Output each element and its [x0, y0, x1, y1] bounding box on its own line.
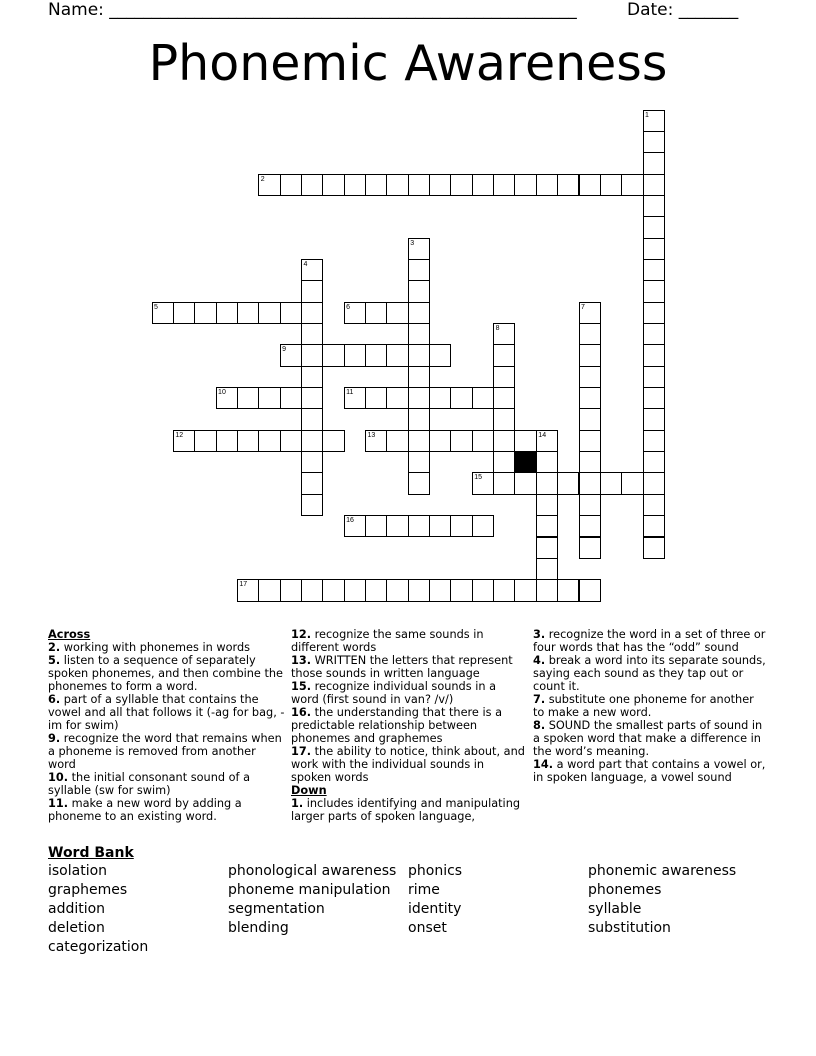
grid-cell[interactable] — [643, 472, 665, 494]
grid-cell[interactable] — [408, 323, 430, 345]
grid-cell[interactable] — [472, 430, 494, 452]
clue-number: 16 — [346, 517, 354, 525]
grid-cell[interactable] — [408, 451, 430, 473]
grid-cell[interactable] — [386, 430, 408, 452]
grid-cell[interactable] — [237, 430, 259, 452]
grid-cell[interactable] — [472, 472, 494, 494]
grid-cell[interactable] — [493, 579, 515, 601]
clue-down-14: 14. a word part that contains a vowel or, in spoken language, a vowel sound — [533, 758, 766, 784]
word-bank-item: identity — [408, 901, 462, 917]
grid-cell[interactable] — [408, 579, 430, 601]
page-title: Phonemic Awareness — [148, 35, 668, 92]
grid-cell[interactable] — [643, 216, 665, 238]
grid-cell[interactable] — [493, 344, 515, 366]
grid-cell[interactable] — [173, 302, 195, 324]
grid-cell[interactable] — [408, 472, 430, 494]
grid-cell[interactable] — [408, 515, 430, 537]
clues-column-3 — [533, 628, 768, 784]
grid-cell[interactable] — [450, 430, 472, 452]
word-bank-item: phonological awareness — [228, 863, 397, 879]
word-bank-item: graphemes — [48, 882, 128, 898]
grid-cell[interactable] — [579, 494, 601, 516]
grid-cell[interactable] — [237, 579, 259, 601]
grid-cell[interactable] — [301, 174, 323, 196]
grid-cell[interactable] — [536, 537, 558, 559]
grid-cell[interactable] — [643, 387, 665, 409]
grid-cell[interactable] — [493, 366, 515, 388]
grid-cell[interactable] — [493, 451, 515, 473]
clue-number: 7 — [581, 303, 585, 311]
grid-cell[interactable] — [536, 558, 558, 580]
clue-number: 8 — [495, 325, 500, 332]
grid-cell[interactable] — [429, 515, 451, 537]
clue-number: 4 — [303, 260, 308, 268]
grid-cell[interactable] — [600, 174, 622, 196]
word-bank-item: isolation — [48, 863, 108, 879]
grid-cell[interactable] — [579, 430, 601, 452]
grid-cell[interactable] — [365, 387, 387, 409]
word-bank-item: categorization — [48, 939, 149, 955]
grid-cell[interactable] — [408, 259, 430, 281]
grid-cell[interactable] — [216, 430, 238, 452]
grid-cell[interactable] — [386, 515, 408, 537]
grid-cell[interactable] — [301, 430, 323, 452]
grid-cell[interactable] — [429, 174, 451, 196]
word-bank-item: phonemic awareness — [588, 863, 737, 879]
grid-cell[interactable] — [301, 451, 323, 473]
grid-cell[interactable] — [408, 238, 430, 260]
grid-cell[interactable] — [493, 323, 515, 345]
grid-cell[interactable] — [450, 515, 472, 537]
grid-cell[interactable] — [173, 430, 195, 452]
word-bank-item: substitution — [588, 920, 671, 936]
down-heading: Down — [291, 784, 327, 797]
grid-cell[interactable] — [643, 110, 665, 132]
grid-cell[interactable] — [621, 472, 643, 494]
word-bank-title: Word Bank — [48, 845, 134, 861]
grid-cell[interactable] — [536, 579, 558, 601]
grid-cell[interactable] — [301, 366, 323, 388]
grid-cell[interactable] — [365, 430, 387, 452]
grid-cell[interactable] — [600, 472, 622, 494]
grid-cell[interactable] — [408, 408, 430, 430]
grid-cell[interactable] — [579, 579, 601, 601]
word-bank-item: addition — [48, 901, 106, 917]
grid-cell[interactable] — [301, 323, 323, 345]
grid-cell[interactable] — [643, 430, 665, 452]
clue-across-17: 17. the ability to notice, think about, and work with the individual sounds in spoken words — [291, 745, 525, 784]
grid-cell[interactable] — [301, 472, 323, 494]
grid-cell[interactable] — [579, 515, 601, 537]
grid-cell[interactable] — [579, 387, 601, 409]
grid-cell[interactable] — [643, 280, 665, 302]
grid-cell[interactable] — [643, 238, 665, 260]
grid-cell[interactable] — [579, 537, 601, 559]
grid-cell[interactable] — [472, 515, 494, 537]
grid-cell[interactable] — [536, 451, 558, 473]
grid-cell[interactable] — [579, 174, 601, 196]
grid-cell[interactable] — [301, 408, 323, 430]
word-bank-item: syllable — [588, 901, 642, 917]
clue-number: 2 — [260, 175, 265, 183]
grid-cell[interactable] — [493, 387, 515, 409]
grid-cell[interactable] — [322, 344, 344, 366]
name-field-label: Name: _______________________________________________________ — [48, 0, 577, 20]
grid-cell[interactable] — [429, 430, 451, 452]
grid-cell[interactable] — [643, 344, 665, 366]
word-bank-item: rime — [408, 882, 440, 898]
word-bank-item: onset — [408, 920, 447, 936]
grid-cell[interactable] — [301, 344, 323, 366]
grid-cell[interactable] — [493, 408, 515, 430]
grid-cell[interactable] — [472, 579, 494, 601]
grid-cell[interactable] — [429, 344, 451, 366]
grid-cell[interactable] — [365, 344, 387, 366]
grid-cell[interactable] — [579, 472, 601, 494]
grid-cell[interactable] — [280, 387, 302, 409]
grid-cell[interactable] — [643, 408, 665, 430]
grid-cell[interactable] — [643, 302, 665, 324]
grid-cell[interactable] — [536, 174, 558, 196]
clue-across-5: 5. listen to a sequence of separately spoken phonemes, and then combine the phonemes to form a word. — [48, 654, 283, 693]
clue-number: 9 — [282, 346, 286, 354]
grid-cell[interactable] — [514, 430, 536, 452]
across-heading: Across — [48, 628, 91, 641]
grid-cell[interactable] — [536, 430, 558, 452]
grid-cell[interactable] — [557, 174, 579, 196]
grid-cell[interactable] — [579, 302, 601, 324]
grid-cell[interactable] — [344, 174, 366, 196]
clue-down-7: 7. substitute one phoneme for another to make a new word. — [533, 693, 754, 719]
grid-cell[interactable] — [322, 579, 344, 601]
grid-cell[interactable] — [643, 323, 665, 345]
grid-cell[interactable] — [216, 302, 238, 324]
grid-cell[interactable] — [536, 472, 558, 494]
grid-cell[interactable] — [216, 387, 238, 409]
grid-cell[interactable] — [450, 579, 472, 601]
grid-cell[interactable] — [579, 408, 601, 430]
grid-cell[interactable] — [365, 302, 387, 324]
grid-cell[interactable] — [258, 387, 280, 409]
grid-cell[interactable] — [579, 323, 601, 345]
clue-across-9: 9. recognize the word that remains when a phoneme is removed from another word — [48, 732, 282, 771]
grid-cell[interactable] — [408, 366, 430, 388]
grid-cell[interactable] — [258, 174, 280, 196]
grid-cell[interactable] — [344, 579, 366, 601]
clue-across-15: 15. recognize individual sounds in a word (first sound in van? /v/) — [291, 680, 497, 706]
grid-cell[interactable] — [386, 302, 408, 324]
word-bank-item: phoneme manipulation — [228, 882, 391, 898]
grid-cell[interactable] — [280, 174, 302, 196]
clue-number: 6 — [346, 303, 351, 311]
clue-number: 10 — [218, 389, 226, 397]
grid-cell[interactable] — [280, 579, 302, 601]
clues-column-1 — [48, 628, 286, 823]
grid-cell[interactable] — [643, 494, 665, 516]
grid-cell[interactable] — [643, 259, 665, 281]
grid-cell[interactable] — [301, 579, 323, 601]
grid-cell[interactable] — [579, 344, 601, 366]
clue-across-6: 6. part of a syllable that contains the vowel and all that follows it (-ag for bag, -im for swim) — [48, 693, 285, 732]
clue-number: 5 — [154, 303, 158, 311]
grid-cell[interactable] — [408, 387, 430, 409]
clue-number: 11 — [346, 389, 354, 397]
grid-cell[interactable] — [557, 579, 579, 601]
clue-down-8: 8. SOUND the smallest parts of sound in a spoken word that make a difference in the word’s meaning. — [533, 719, 763, 758]
grid-cell[interactable] — [386, 387, 408, 409]
clue-number: 1 — [645, 111, 649, 119]
grid-cell[interactable] — [514, 472, 536, 494]
grid-cell[interactable] — [643, 131, 665, 153]
clue-number: 12 — [175, 431, 184, 439]
grid-cell[interactable] — [365, 579, 387, 601]
grid-cell[interactable] — [344, 344, 366, 366]
date-field-label: Date: _______ — [627, 0, 739, 20]
grid-cell[interactable] — [258, 579, 280, 601]
clue-number: 17 — [239, 581, 248, 589]
clue-across-2: 2. working with phonemes in words — [48, 641, 251, 654]
word-bank-item: segmentation — [228, 901, 325, 917]
grid-cell[interactable] — [493, 472, 515, 494]
grid-cell[interactable] — [322, 174, 344, 196]
grid-cell[interactable] — [408, 174, 430, 196]
grid-cell[interactable] — [237, 302, 259, 324]
grid-cell[interactable] — [408, 344, 430, 366]
grid-cell[interactable] — [280, 344, 302, 366]
clue-down-1: 1. includes identifying and manipulating larger parts of spoken language, — [291, 797, 521, 823]
clue-down-4: 4. break a word into its separate sounds, saying each sound as they tap out or count it. — [533, 654, 766, 693]
grid-cell[interactable] — [643, 366, 665, 388]
grid-cell[interactable] — [344, 387, 366, 409]
grid-cell[interactable] — [301, 280, 323, 302]
grid-cell[interactable] — [301, 302, 323, 324]
grid-cell[interactable] — [643, 195, 665, 217]
word-bank-item: blending — [228, 920, 289, 936]
grid-cell[interactable] — [450, 387, 472, 409]
grid-cell[interactable] — [152, 302, 174, 324]
grid-cell[interactable] — [579, 451, 601, 473]
grid-cell[interactable] — [472, 387, 494, 409]
grid-cell[interactable] — [386, 344, 408, 366]
grid-cell[interactable] — [514, 174, 536, 196]
clue-number: 15 — [474, 474, 483, 482]
grid-cell[interactable] — [536, 515, 558, 537]
clue-across-16: 16. the understanding that there is a predictable relationship between phonemes and graphemes — [291, 706, 502, 745]
grid-cell[interactable] — [344, 302, 366, 324]
grid-cell[interactable] — [408, 280, 430, 302]
grid-cell[interactable] — [536, 494, 558, 516]
grid-cell[interactable] — [280, 302, 302, 324]
grid-cell[interactable] — [514, 579, 536, 601]
grid-cell[interactable] — [643, 174, 665, 196]
grid-cell[interactable] — [301, 494, 323, 516]
grid-cell[interactable] — [557, 472, 579, 494]
grid-cell[interactable] — [408, 430, 430, 452]
grid-cell[interactable] — [429, 387, 451, 409]
grid-cell[interactable] — [386, 579, 408, 601]
clue-number: 13 — [367, 431, 376, 439]
grid-cell[interactable] — [643, 515, 665, 537]
grid-cell[interactable] — [301, 387, 323, 409]
grid-cell[interactable] — [301, 259, 323, 281]
grid-cell[interactable] — [493, 174, 515, 196]
grid-cell[interactable] — [322, 430, 344, 452]
grid-cell[interactable] — [365, 515, 387, 537]
grid-cell[interactable] — [344, 515, 366, 537]
grid-cell[interactable] — [643, 451, 665, 473]
grid-cell[interactable] — [643, 537, 665, 559]
clue-number: 3 — [410, 239, 415, 247]
grid-cell[interactable] — [643, 152, 665, 174]
grid-cell[interactable] — [280, 430, 302, 452]
grid-cell[interactable] — [237, 387, 259, 409]
grid-cell[interactable] — [472, 174, 494, 196]
grid-cell[interactable] — [493, 430, 515, 452]
grid-cell[interactable] — [258, 430, 280, 452]
grid-cell[interactable] — [429, 579, 451, 601]
clue-down-3: 3. recognize the word in a set of three or four words that has the “odd” sound — [533, 628, 766, 654]
grid-cell[interactable] — [365, 174, 387, 196]
word-bank-item: phonics — [408, 863, 463, 879]
grid-cell[interactable] — [579, 366, 601, 388]
clue-across-13: 13. WRITTEN the letters that represent those sounds in written language — [291, 654, 513, 680]
clue-across-12: 12. recognize the same sounds in different words — [291, 628, 484, 654]
grid-cell[interactable] — [408, 302, 430, 324]
clues-column-2 — [291, 628, 526, 823]
clue-number: 14 — [538, 431, 547, 439]
grid-block-cell — [514, 451, 536, 473]
grid-cell[interactable] — [194, 302, 216, 324]
clue-across-10: 10. the initial consonant sound of a syllable (sw for swim) — [48, 771, 251, 797]
word-bank-item: deletion — [48, 920, 105, 936]
grid-cell[interactable] — [450, 174, 472, 196]
clue-across-11: 11. make a new word by adding a phoneme to an existing word. — [48, 797, 242, 823]
grid-cell[interactable] — [194, 430, 216, 452]
grid-cell[interactable] — [621, 174, 643, 196]
grid-cell[interactable] — [386, 174, 408, 196]
word-bank-item: phonemes — [588, 882, 662, 898]
grid-cell[interactable] — [258, 302, 280, 324]
